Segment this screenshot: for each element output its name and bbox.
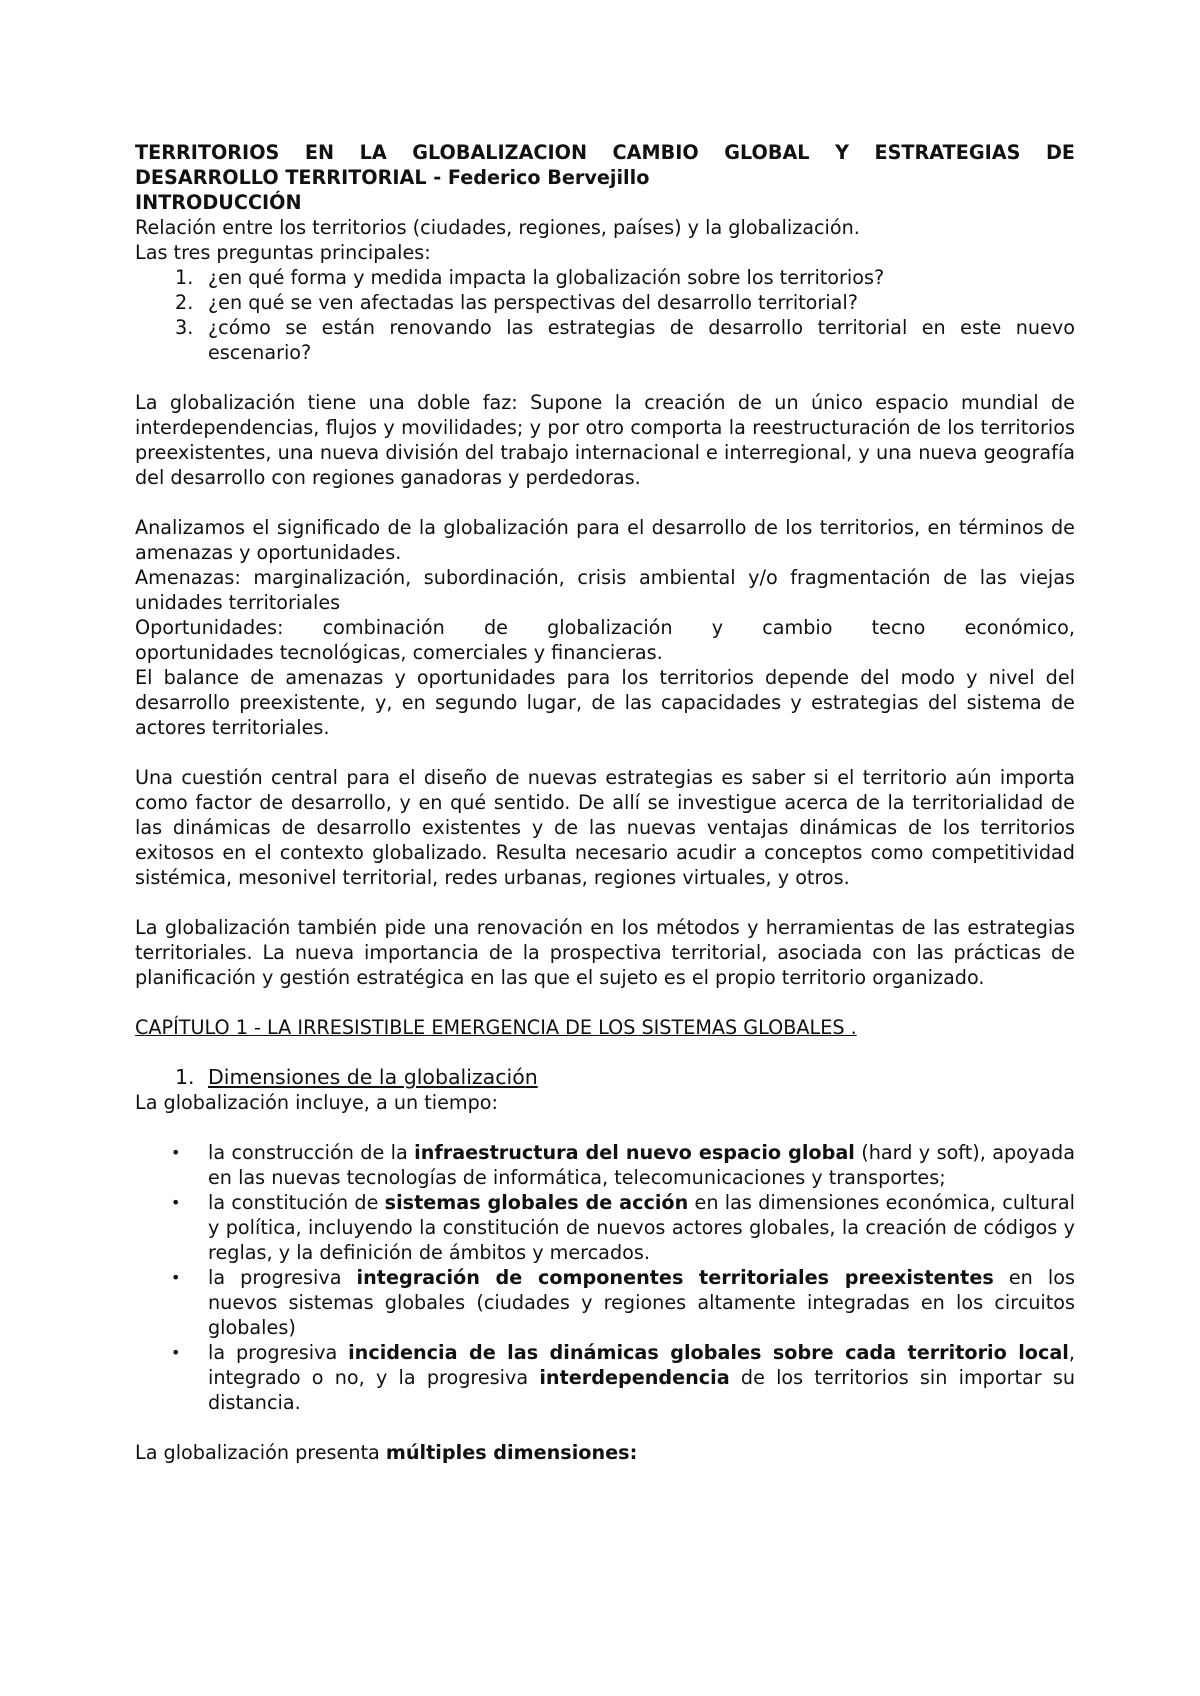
bullet-icon: • <box>171 1143 181 1162</box>
bullet-text: la progresiva <box>208 1341 349 1364</box>
intro-relation: Relación entre los territorios (ciudades, regiones, países) y la globalización. <box>135 216 860 239</box>
oportunidades-line-1: Oportunidades: combinación de globalización y cambio tecno económico, <box>135 616 1075 639</box>
bullet-text: la progresiva <box>208 1266 357 1289</box>
section-number: 1. <box>175 1065 195 1089</box>
closing-line <box>135 1440 1075 1465</box>
list-item-text: ¿en qué se ven afectadas las perspectivas del desarrollo territorial? <box>208 291 858 314</box>
closing-bold-text: múltiples dimensiones: <box>385 1441 638 1464</box>
oportunidades-line-2: oportunidades tecnológicas, comerciales y financieras. <box>135 641 663 664</box>
bullet-bold-text: interdependencia <box>539 1366 730 1389</box>
list-item-text: ¿en qué forma y medida impacta la globalización sobre los territorios? <box>208 266 885 289</box>
chapter-heading: CAPÍTULO 1 - LA IRRESISTIBLE EMERGENCIA DE LOS SISTEMAS GLOBALES . <box>135 1016 857 1039</box>
section-title: Dimensiones de la globalización <box>208 1065 538 1089</box>
list-number: 2. <box>175 291 194 314</box>
list-item <box>135 315 1075 365</box>
bullet-text: de los territorios sin importar su distancia. <box>208 1366 1075 1414</box>
bullet-icon: • <box>171 1343 181 1362</box>
questions-lead: Las tres preguntas principales: <box>135 241 431 264</box>
paragraph-renovacion: La globalización también pide una renovación en los métodos y herramientas de las estrategias territoriales. La nueva importancia de la prospectiva territorial, asociada con las prácticas de planificación y gestión estratégica en las que el sujeto es el propio territorio organizado. <box>135 916 1075 989</box>
paragraph-oportunidades <box>135 615 1075 665</box>
bullet-bold-text: infraestructura del nuevo espacio global <box>414 1141 855 1164</box>
bullet-text: en los nuevos sistemas globales (ciudades y regiones altamente integradas en los circuitos globales) <box>208 1266 1075 1339</box>
closing-text: La globalización presenta <box>135 1441 386 1464</box>
list-item <box>135 265 1075 290</box>
list-item <box>135 1340 1075 1415</box>
bullet-icon: • <box>171 1193 181 1212</box>
document-page <box>135 140 1075 1465</box>
dimensions-list <box>135 1140 1075 1415</box>
bullet-text: (hard y soft), apoyada en las nuevas tecnologías de informática, telecomunicaciones y transportes; <box>208 1141 1075 1189</box>
questions-list <box>135 265 1075 365</box>
list-number: 3. <box>175 316 194 339</box>
bullet-text: , integrado o no, y la progresiva <box>208 1341 1075 1389</box>
section-heading <box>135 1065 1075 1090</box>
list-item <box>135 1140 1075 1190</box>
bullet-text: la constitución de <box>208 1191 385 1214</box>
bullet-bold-text: sistemas globales de acción <box>384 1191 689 1214</box>
title-line-1: TERRITORIOS EN LA GLOBALIZACION CAMBIO GLOBAL Y ESTRATEGIAS DE <box>135 141 1075 164</box>
bullet-bold-text: incidencia de las dinámicas globales sobre cada territorio local <box>348 1341 1069 1364</box>
list-item <box>135 1265 1075 1340</box>
list-number: 1. <box>175 266 194 289</box>
bullet-text: en las dimensiones económica, cultural y política, incluyendo la constitución de nuevos actores globales, la creación de códigos y reglas, y la definición de ámbitos y mercados. <box>208 1191 1076 1264</box>
list-item <box>135 290 1075 315</box>
intro-heading: INTRODUCCIÓN <box>135 191 302 214</box>
list-item <box>135 1190 1075 1265</box>
paragraph-amenazas: Amenazas: marginalización, subordinación, crisis ambiental y/o fragmentación de las viejas unidades territoriales <box>135 566 1075 614</box>
document-title <box>135 140 1075 190</box>
paragraph-doble-faz: La globalización tiene una doble faz: Supone la creación de un único espacio mundial de interdependencias, flujos y movilidades; y por otro comporta la reestructuración de los territorios preexistentes, una nueva división del trabajo internacional e interregional, y una nueva geografía del desarrollo con regiones ganadoras y perdedoras. <box>135 391 1075 489</box>
bullet-text: la construcción de la <box>208 1141 415 1164</box>
paragraph-analizamos: Analizamos el significado de la globalización para el desarrollo de los territorios, en términos de amenazas y oportunidades. <box>135 516 1075 564</box>
title-line-2: DESARROLLO TERRITORIAL - Federico Bervejillo <box>135 166 650 189</box>
bullet-icon: • <box>171 1268 181 1287</box>
bullet-bold-text: integración de componentes territoriales preexistentes <box>356 1266 994 1289</box>
section-lead: La globalización incluye, a un tiempo: <box>135 1091 499 1114</box>
list-item-text: ¿cómo se están renovando las estrategias de desarrollo territorial en este nuevo escenario? <box>208 316 1075 364</box>
paragraph-balance: El balance de amenazas y oportunidades para los territorios depende del modo y nivel del desarrollo preexistente, y, en segundo lugar, de las capacidades y estrategias del sistema de actores territoriales. <box>135 666 1075 739</box>
paragraph-cuestion: Una cuestión central para el diseño de nuevas estrategias es saber si el territorio aún importa como factor de desarrollo, y en qué sentido. De allí se investigue acerca de la territorialidad de las dinámicas de desarrollo existentes y de las nuevas ventajas dinámicas de los territorios exitosos en el contexto globalizado. Resulta necesario acudir a conceptos como competitividad sistémica, mesonivel territorial, redes urbanas, regiones virtuales, y otros. <box>135 766 1075 889</box>
